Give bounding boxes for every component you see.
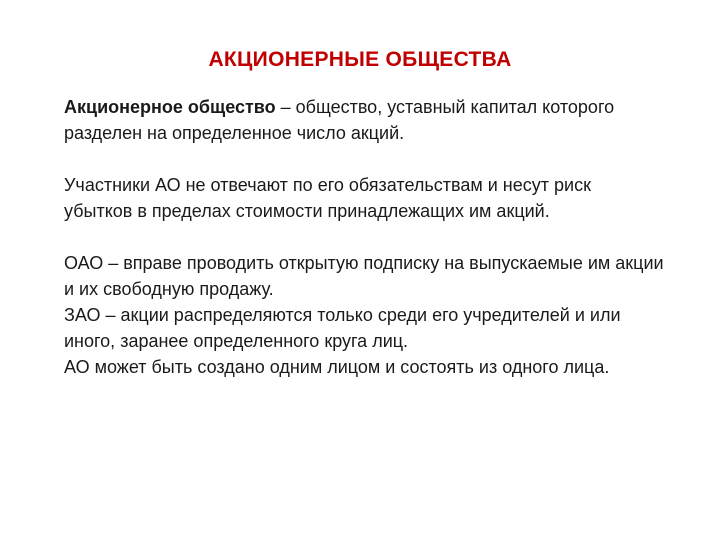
- single-founder-paragraph: АО может быть создано одним лицом и состоять из одного лица.: [64, 357, 610, 377]
- paragraph-spacer: [64, 224, 664, 250]
- oao-paragraph: ОАО – вправе проводить открытую подписку на выпускаемые им акции и их свободную продажу.: [64, 253, 664, 299]
- definition-paragraph: [64, 94, 664, 146]
- definition-term: Акционерное общество: [64, 97, 276, 117]
- slide-title: АКЦИОНЕРНЫЕ ОБЩЕСТВА: [208, 48, 512, 71]
- liability-paragraph: Участники АО не отвечают по его обязательствам и несут риск убытков в пределах стоимости принадлежащих им акций.: [64, 175, 591, 221]
- paragraph-spacer: [64, 146, 664, 172]
- zao-paragraph: ЗАО – акции распределяются только среди его учредителей и или иного, заранее определенного круга лиц.: [64, 305, 621, 351]
- slide-body: [64, 94, 664, 380]
- definition-text: – общество, уставный капитал которого разделен на определенное число акций.: [64, 97, 615, 143]
